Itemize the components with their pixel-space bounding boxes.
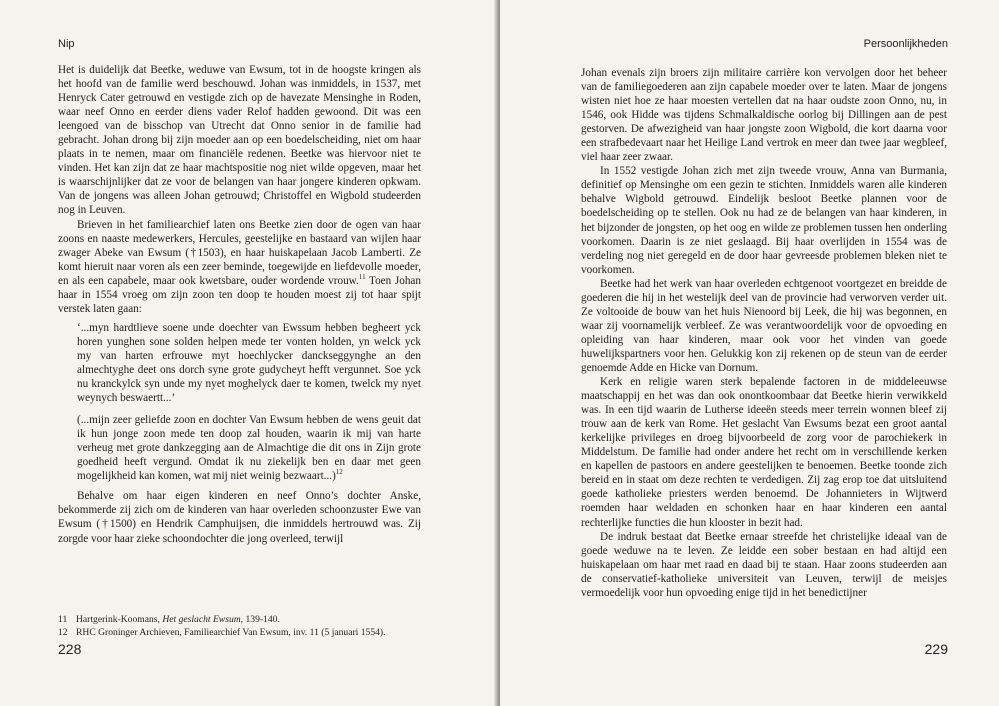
right-paragraph-2: In 1552 vestigde Johan zich met zijn tweede vrouw, Anna van Burmania, definitief op Mensinghe om een gezin te stichten. Inmiddels waren alle kinderen behalve Wigbold getrouwd. Eindelijk besloot Beetke plannen voor de boedelscheiding op te stellen. Ook nu had ze de belangen van haar kinderen, in het bijzonder de jongsten, op het oog en wilde ze problemen tussen hen onderling voorkomen. Daarin is ze niet geslaagd. Bij haar overlijden in 1554 was de verdeling nog niet geregeld en de door haar gevreesde problemen bleken niet te voorkomen. [581,165,947,276]
page-number-right: 229 [924,641,948,657]
footnote-text-part: , 139-140. [240,614,280,625]
footnote-12 [58,626,438,639]
right-body-text [581,66,947,600]
page-number-left: 228 [58,641,82,657]
right-paragraph-4: Kerk en religie waren sterk bepalende factoren in de middeleeuwse maatschappij en het was dan ook onontkoombaar dat Beetke hierin verwikkeld was. In een tijd waarin de Lutherse ideeën steeds meer terrein wonnen bleef zij trouw aan de kerk van Rome. Het geslacht Van Ewsums bezat een groot aantal kerkelijke privileges en droeg bijvoorbeeld de zorg voor de parochiekerk in Middelstum. De familie had onder andere het recht om in verschillende kerken en kapellen de pastoors en andere geestelijken te benoemen. Beetke toonde zich bereid en in staat om deze rechten te verdedigen. Zij zag erop toe dat uitsluitend goede katholieke priesters werden benoemd. De Johannieters in Wijtwerd roemden haar weldaden en schonken haar en haar kinderen een aantal rechterlijke functies die hun klooster in bezit had. [581,376,947,529]
left-body-text [58,63,421,546]
right-paragraph-5: De indruk bestaat dat Beetke ernaar streefde het christelijke ideaal van de goede weduwe na te leven. Ze leidde een sober bestaan en had altijd een huiskapelaan om haar met raad en daad bij te staan. Haar zoons studeerden aan de conservatief-katholieke universiteit van Leuven, terwijl de meisjes vermoedelijk voor hun opvoeding enige tijd in het benedictijner [581,530,947,599]
footnote-11 [58,613,438,626]
quote-translation-text: (...mijn zeer geliefde zoon en dochter Van Ewsum hebben de wens geuit dat ik hun jonge zoon mede ten doop zal houden, waarin ik mij van harte verheug met grote dankzegging aan de Almachtige die dit ons in Zijn grote goedheid heeft vergund. Omdat ik nu ziekelijk ben en daar met geen mogelijkheid kan komen, wat mij niet weinig bezwaart...) [77,414,421,483]
right-paragraph-3: Beetke had het werk van haar overleden echtgenoot voortgezet en breidde de goederen die hij in het westelijk deel van de provincie had verworven verder uit. Ze voltooide de bouw van het huis Nienoord bij Leek, die hij was begonnen, en waar zij voornamelijk verbleef. Ze was verantwoordelijk voor de opvoeding en opleiding van haar kinderen, maar ook voor het vinden van goede huwelijkspartners voor hen. Gelukkig kon zij rekenen op de steun van de eerder genoemde Adde en Hicke van Dornum. [581,277,947,374]
footnote-text-part: RHC Groninger Archieven, Familiearchief Van Ewsum, inv. 11 (5 januari 1554). [76,627,386,638]
right-paragraph-1: Johan evenals zijn broers zijn militaire carrière kon vervolgen door het beheer van de familiegoederen aan zijn capabele moeder over te laten. Maar de jongens wisten niet hoe ze haar moesten vertellen dat na haar oudste zoon Onno, nu, in 1546, ook Hidde was tijdens Schmalkaldische oorlog bij Dillingen aan de pest gestorven. De afwezigheid van haar jongste zoon Wigbold, die kort daarna voor een strafbedevaart naar het Heilige Land vertrok en meer dan twee jaar wegbleef, viel haar zeer zwaar. [581,67,947,164]
left-paragraph-3: Behalve om haar eigen kinderen en neef Onno’s dochter Anske, bekommerde zij zich om de kinderen van haar overleden schoonzuster Ewe van Ewsum (†1500) en Hendrik Camphuijsen, die inmiddels hertrouwd was. Zij zorgde voor haar zieke schoondochter die jong overleed, terwijl [58,490,421,545]
quote-translation [77,413,421,483]
footnote-title: Het geslacht Ewsum [162,614,241,625]
footnotes [58,613,438,639]
footnote-ref-12[interactable]: 12 [335,468,343,477]
footnote-number: 11 [58,614,68,625]
right-page [500,0,999,706]
block-quote [77,321,421,484]
footnote-text-part: Hartgerink-Koomans, [76,614,163,625]
footnote-text [76,613,280,626]
left-paragraph-2-tail: Toen Johan haar in 1554 vroeg om zijn zoon ten doop te houden moest zij tot haar spijt verstek laten gaan: [58,274,421,315]
left-paragraph-2 [58,218,421,316]
footnote-ref-11[interactable]: 11 [358,272,366,281]
running-head-left: Nip [58,38,75,50]
footnote-number: 12 [58,627,68,638]
running-head-right: Persoonlijkheden [863,38,948,50]
left-page [0,0,497,706]
left-paragraph-2-text: Brieven in het familiearchief laten ons Beetke zien door de ogen van haar zoons en naaste medewerkers, Hercules, geestelijke en bastaard van wijlen haar zwager Abeke van Ewsum (†1503), en haar huiskapelaan Jacob Lamberti. Ze komt hieruit naar voren als een zeer beminde, toegewijde en liefdevolle moeder, en als een capabele, maar ook kwetsbare, ouder wordende vrouw. [58,218,421,287]
footnote-text [76,626,386,639]
quote-original-text: ‘...myn hardtlieve soene unde doechter van Ewssum hebben begheert yck horen yunghen sone solden helpen mede ter vonten holden, yn welck yck my van harten erfrouwe myt hoechlycker danckseggynghe an den almechtyghe deet ons dorch syne grote gudycheyt hefft vergunnet. Soe yck nu kranckylck syn unde my nyet moghelyck daer te komen, twelck my nyet weynych beswaertt...’ [77,321,421,405]
left-paragraph-1: Het is duidelijk dat Beetke, weduwe van Ewsum, tot in de hoogste kringen als het hoofd van de familie werd beschouwd. Johan was inmiddels, in 1537, met Henryck Cater getrouwd en vestigde zich op de havezate Mensinghe in Roden, waar neef Onno en eerder diens vader Relof hadden gewoond. Dit was een leengoed van de bisschop van Utrecht dat Onno senior in de familie had gebracht. Johan drong bij zijn moeder aan op een boedelscheiding, niet om haar plaats in te nemen, maar om financiële redenen. Beetke was hiervoor niet te vinden. Het kan zijn dat ze haar machtspositie nog niet wilde opgeven, maar het is waarschijnlijker dat ze voor de belangen van haar jongere kinderen opkwam. Van de jongens was alleen Johan getrouwd; Christoffel en Wigbold studeerden nog in Leuven. [58,64,421,217]
